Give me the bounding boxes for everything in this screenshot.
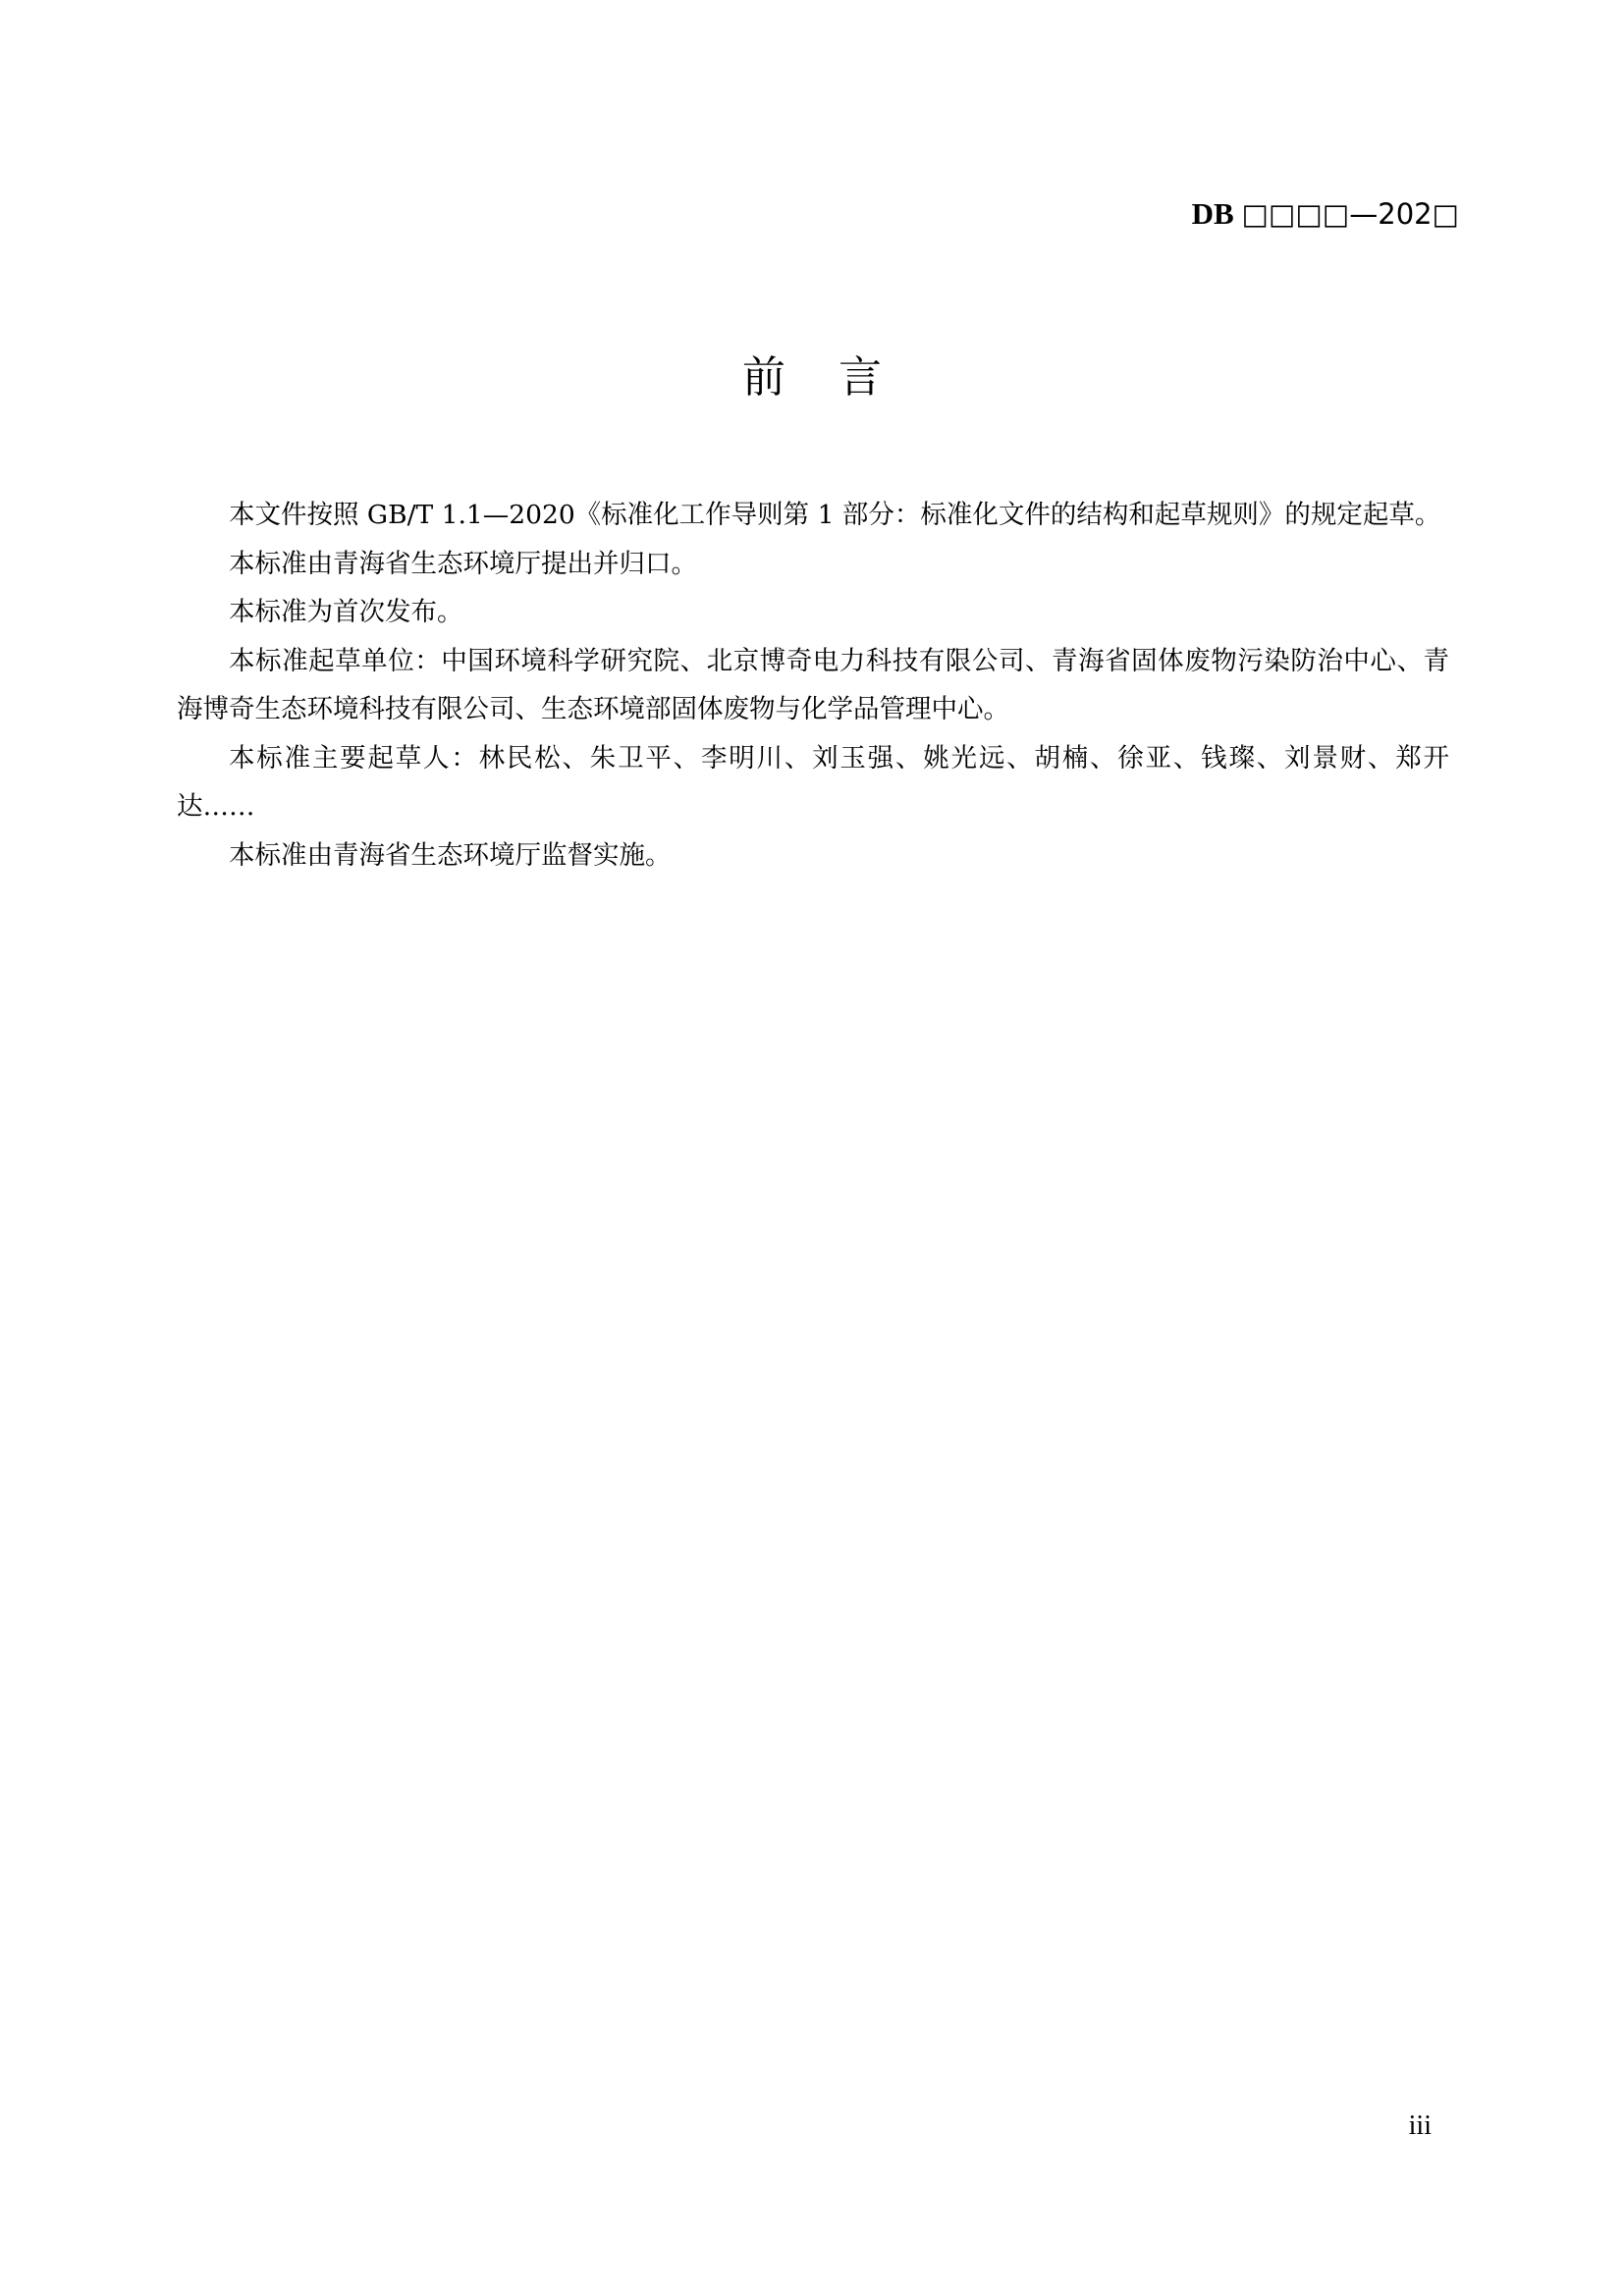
standard-code xyxy=(1192,192,1459,236)
standard-code-prefix: DB xyxy=(1191,196,1234,231)
foreword-body xyxy=(177,491,1449,880)
paragraph-proposer: 本标准由青海省生态环境厅提出并归口。 xyxy=(229,548,697,579)
paragraph-supervision: 本标准由青海省生态环境厅监督实施。 xyxy=(229,839,672,871)
paragraph-drafters: 本标准主要起草人：林民松、朱卫平、李明川、刘玉强、姚光远、胡楠、徐亚、钱璨、刘景财、郑开达…… xyxy=(177,742,1449,822)
page-title xyxy=(0,348,1624,407)
page-title-char-2: 言 xyxy=(839,352,882,402)
page-title-char-1: 前 xyxy=(742,352,785,402)
page-number: iii xyxy=(1408,2110,1432,2141)
paragraph-drafting-rules: 本文件按照 GB/T 1.1—2020《标准化工作导则第 1 部分：标准化文件的结构和起草规则》的规定起草。 xyxy=(229,500,1441,530)
standard-code-number: □□□□—202□ xyxy=(1241,197,1459,231)
paragraph-first-release: 本标准为首次发布。 xyxy=(229,597,463,627)
paragraph-drafting-units: 本标准起草单位：中国环境科学研究院、北京博奇电力科技有限公司、青海省固体废物污染防治中心、青海博奇生态环境科技有限公司、生态环境部固体废物与化学品管理中心。 xyxy=(177,645,1449,724)
